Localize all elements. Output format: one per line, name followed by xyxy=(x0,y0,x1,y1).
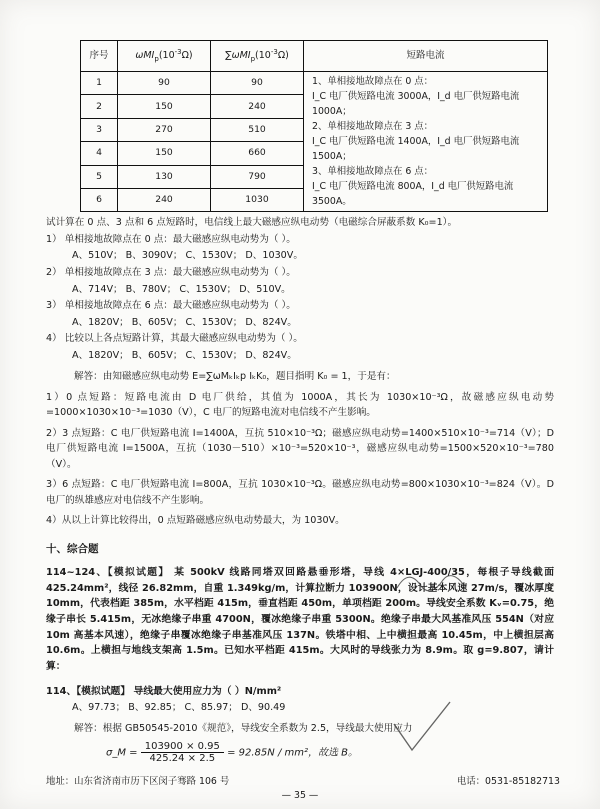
formula-sigma-max xyxy=(106,741,554,764)
footer-address: 地址：山东省济南市历下区闵子骞路 106 号 xyxy=(46,776,230,787)
cell-no: 2 xyxy=(81,95,118,118)
question-number: 4） xyxy=(46,333,62,345)
cell-sum: 1030 xyxy=(211,188,304,211)
question-number: 3） xyxy=(46,300,62,312)
comprehensive-question: 114~124、【模拟试题】 某 500kV 线路同塔双回路悬垂形塔，导线 4×LGJ-400/35，每根子导线截面 425.24mm²，线径 26.82mm，自重 1.349kg/m，计算拉断力 103900N，设计基本风速 27m/s，覆冰厚度 10mm，代表档距 385m，水平档距 415m，垂直档距 450m，单项档距 200m。导线安全系数 Kᵥ=0.75，绝缘子串长 5.415m，无冰绝缘子串重 4700N，覆冰绝缘子串重 5300N。绝缘子串最大风基准风压 554N（对应 10m 高基本风速），绝缘子串覆冰绝缘子串基准风压 137N。铁塔中相、上中横担最高 10.45m，中上横担层高 10.6m。上横担与地线支架高 1.5m。已知水平档距 415m。大风时的导线张力为 8.9m。取 g=9.807，请计算： xyxy=(46,566,554,673)
solution-paragraph-3: 3）6 点短路：C 电厂供短路电流 I=800A，互抗 1030×10⁻³Ω。磁感应纵电动势=800×1030×10⁻³=824（V）。D 电厂的纵雄感应对电信线不产生影响。 xyxy=(46,479,554,506)
cell-sum: 510 xyxy=(211,118,304,141)
question-text: 单相接地故障点在 0 点：最大磁感应纵电动势为（ ）。 xyxy=(64,233,296,245)
table-row xyxy=(81,72,548,95)
section-title: 十、综合题 xyxy=(46,542,99,555)
table-header-row xyxy=(81,41,548,72)
cell-omega: 90 xyxy=(118,72,211,95)
cell-sum: 790 xyxy=(211,165,304,188)
cell-omega: 270 xyxy=(118,118,211,141)
formula-fraction xyxy=(141,741,224,764)
lead-paragraph: 试计算在 0 点、3 点和 6 点短路时，电信线上最大磁感应纵电动势（电磁综合屏蔽系数 K₀=1）。 xyxy=(46,217,458,229)
header-sum-omega-mi: $\sum\omega MI_p(10^{-3}\Omega)$ xyxy=(211,41,304,72)
header-short-circuit-current: 短路电流 xyxy=(304,41,548,72)
page-content xyxy=(46,40,554,764)
page-number: — 35 — xyxy=(281,790,319,801)
formula-denominator: 425.24 × 2.5 xyxy=(149,753,216,765)
note-line: I_C 电厂供短路电流 3000A，I_d 电厂供短路电流 1000A； xyxy=(312,91,520,118)
formula-result: = 92.85N / mm²，故选 B。 xyxy=(227,747,359,759)
question-4-options: A、1820V； B、605V； C、1530V； D、824V。 xyxy=(72,349,297,361)
note-line: 2、单相接地故障点在 3 点： xyxy=(312,121,434,133)
question-1 xyxy=(46,232,554,248)
note-line: I_C 电厂供短路电流 1400A，I_d 电厂供短路电流 1500A； xyxy=(312,136,520,163)
cell-no: 6 xyxy=(81,188,118,211)
question-number: 2） xyxy=(46,267,62,279)
cell-sum: 660 xyxy=(211,142,304,165)
sub-question-options: A、97.73； B、92.85； C、85.97； D、90.49 xyxy=(72,702,286,714)
final-solution-text: 解答：根据 GB50545-2010《规范》，导线安全系数为 2.5，导线最大使用应力 xyxy=(74,722,413,734)
question-text: 单相接地故障点在 3 点：最大磁感应纵电动势为（ ）。 xyxy=(64,267,296,279)
cell-no: 1 xyxy=(81,72,118,95)
header-omega-mi: $\omega MI_p(10^{-3}\Omega)$ xyxy=(118,41,211,72)
cell-no: 3 xyxy=(81,118,118,141)
cell-no: 4 xyxy=(81,142,118,165)
question-number: 1） xyxy=(46,233,62,245)
cell-omega: 150 xyxy=(118,95,211,118)
question-3 xyxy=(46,298,554,314)
note-line: 3、单相接地故障点在 6 点： xyxy=(312,166,434,178)
note-line: I_C 电厂供短路电流 800A，I_d 电厂供短路电流 3500A。 xyxy=(312,181,514,208)
question-2 xyxy=(46,265,554,281)
question-4 xyxy=(46,331,554,347)
formula-label: σ_M = xyxy=(106,747,138,759)
header-no: 序号 xyxy=(81,41,118,72)
short-circuit-table xyxy=(80,40,548,212)
question-text: 单相接地故障点在 6 点：最大磁感应纵电动势为（ ）。 xyxy=(64,300,296,312)
question-text: 比较以上各点短路计算，其最大磁感应纵电动势为（ ）。 xyxy=(64,333,303,345)
solution-paragraph-4: 4）从以上计算比较得出，0 点短路磁感应纵电动势最大，为 1030V。 xyxy=(46,515,345,527)
solution-paragraph-2: 2）3 点短路：C 电厂供短路电流 I=1400A，互抗 510×10⁻³Ω；磁感应纵电动势=1400×510×10⁻³=714（V）；D 电厂供短路电流 I=1500A，互抗（1030－510）×10⁻³=520×10⁻³，磁感应纵电动势=1500×520×10⁻³=780（V）。 xyxy=(46,427,554,470)
question-1-options: A、510V； B、3090V； C、1530V； D、1030V。 xyxy=(72,250,303,262)
note-line: 1、单相接地故障点在 0 点： xyxy=(312,76,434,87)
page-footer xyxy=(46,773,560,787)
question-2-options: A、714V； B、780V； C、1530V； D、510V。 xyxy=(72,283,291,295)
cell-no: 5 xyxy=(81,165,118,188)
sub-question-title: 114、【模拟试题】 导线最大使用应力为（ ）N/mm² xyxy=(46,685,282,697)
solution-intro: 解答：由知磁感应纵电动势 E=∑ωMₖIₖp IₖK₀，题目指明 K₀ = 1，于是有： xyxy=(74,371,396,383)
footer-phone: 电话：0531-85182713 xyxy=(456,776,560,787)
formula-numerator: 103900 × 0.95 xyxy=(141,741,224,753)
question-3-options: A、1820V； B、605V； C、1530V； D、824V。 xyxy=(72,316,297,328)
cell-note xyxy=(304,72,548,212)
solution-paragraph-1: 1）0 点短路：短路电流由 D 电厂供给，其值为 1000A，其长为 1030×10⁻³Ω，故磁感应纵电动势=1000×1030×10⁻³=1030（V），C 电厂的短路电流对电信线不产生影响。 xyxy=(46,391,554,419)
cell-omega: 240 xyxy=(118,188,211,211)
cell-sum: 240 xyxy=(211,95,304,118)
cell-omega: 130 xyxy=(118,165,211,188)
cell-sum: 90 xyxy=(211,72,304,95)
cell-omega: 150 xyxy=(118,142,211,165)
